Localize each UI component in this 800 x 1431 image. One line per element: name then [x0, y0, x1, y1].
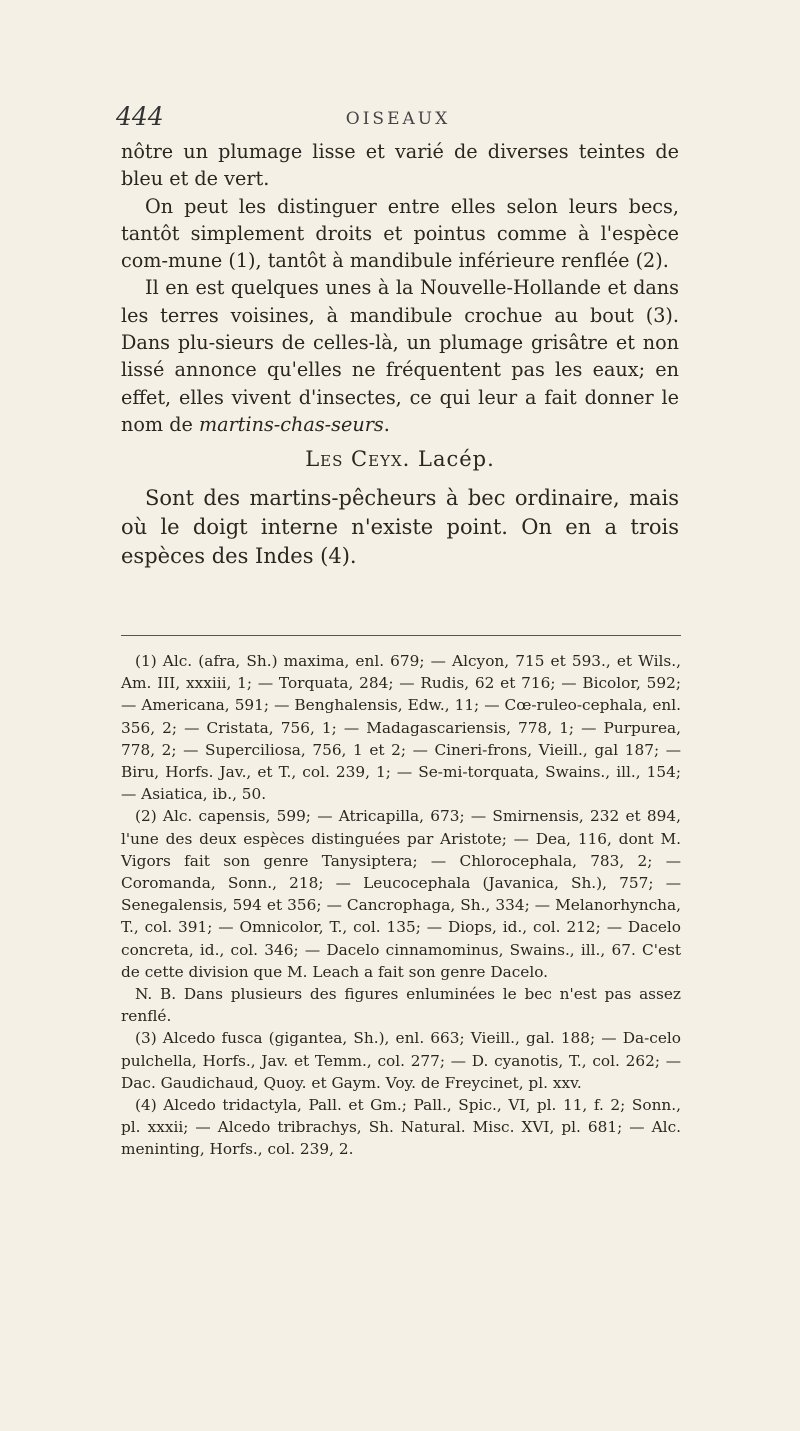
section-author: Lacép.: [418, 447, 495, 472]
main-text: [121, 138, 679, 571]
footnote-3: (3) Alcedo fusca (gigantea, Sh.), enl. 663; Vieill., gal. 188; — Da-celo pulchella, Horfs., Jav. et Temm., col. 277; — D. cyanotis, T., col. 262; — Dac. Gaudichaud, Quoy. et Gaym. Voy. de Freycinet, pl. xxv.: [121, 1029, 681, 1092]
footnotes: [121, 650, 681, 1161]
footnote-2: (2) Alc. capensis, 599; — Atricapilla, 673; — Smirnensis, 232 et 894, l'une des deux espèces distinguées par Aristote; — Dea, 116, dont M. Vigors fait son genre Tanysiptera; — Chlorocephala, 783, 2; — Coromanda, Sonn., 218; — Leucocephala (Javanica, Sh.), 757; — Senegalensis, 594 et 356; — Cancrophaga, Sh., 334; — Melanorhyncha, T., col. 391; — Omnicolor, T., col. 135; — Diops, id., col. 212; — Dacelo concreta, id., col. 346; — Dacelo cinnamominus, Swains., ill., 67. C'est de cette division que M. Leach a fait son genre Dacelo.: [121, 807, 681, 981]
paragraph-3-end: .: [383, 412, 390, 436]
paragraph-4: Sont des martins-pêcheurs à bec ordinaire, mais où le doigt interne n'existe point. On en a trois espèces des Indes (4).: [121, 485, 679, 568]
page-header: [116, 102, 680, 136]
paragraph-2: On peut les distinguer entre elles selon leurs becs, tantôt simplement droits et pointus comme à l'espèce com-mune (1), tantôt à mandibule inférieure renflée (2).: [121, 194, 679, 273]
paragraph-3-text: Il en est quelques unes à la Nouvelle-Hollande et dans les terres voisines, à mandibule crochue au bout (3). Dans plu-sieurs de celles-là, un plumage grisâtre et non lissé annonce qu'elles ne fréquentent pas les eaux; en effet, elles vivent d'insectes, ce qui leur a fait donner le nom de: [121, 276, 679, 436]
paragraph-3-emphasis: martins-chas-seurs: [198, 412, 384, 436]
section-name: Les Ceyx.: [305, 447, 411, 472]
footnote-1: (1) Alc. (afra, Sh.) maxima, enl. 679; — Alcyon, 715 et 593., et Wils., Am. III, xxxiii, 1; — Torquata, 284; — Rudis, 62 et 716; — Bicolor, 592; — Americana, 591; — Benghalensis, Edw., 11; — Cœ-ruleo-cephala, enl. 356, 2; — Cristata, 756, 1; — Madagascariensis, 778, 1; — Purpurea, 778, 2; — Superciliosa, 756, 1 et 2; — Cineri-frons, Vieill., gal 187; — Biru, Horfs. Jav., et T., col. 239, 1; — Se-mi-torquata, Swains., ill., 154; — Asiatica, ib., 50.: [121, 652, 681, 804]
section-heading: [121, 446, 679, 473]
footnote-4: (4) Alcedo tridactyla, Pall. et Gm.; Pall., Spic., VI, pl. 11, f. 2; Sonn., pl. xxxii; — Alcedo tribrachys, Sh. Natural. Misc. XVI, pl. 681; — Alc. meninting, Horfs., col. 239, 2.: [121, 1096, 681, 1159]
footnote-separator: [121, 635, 681, 636]
paragraph-1: nôtre un plumage lisse et varié de diverses teintes de bleu et de vert.: [121, 140, 679, 191]
paragraph-3: [121, 274, 679, 438]
running-title: OISEAUX: [345, 109, 451, 129]
page-number: 444: [116, 102, 164, 131]
footnote-2-nb: N. B. Dans plusieurs des figures enluminées le bec n'est pas assez renflé.: [121, 985, 681, 1026]
